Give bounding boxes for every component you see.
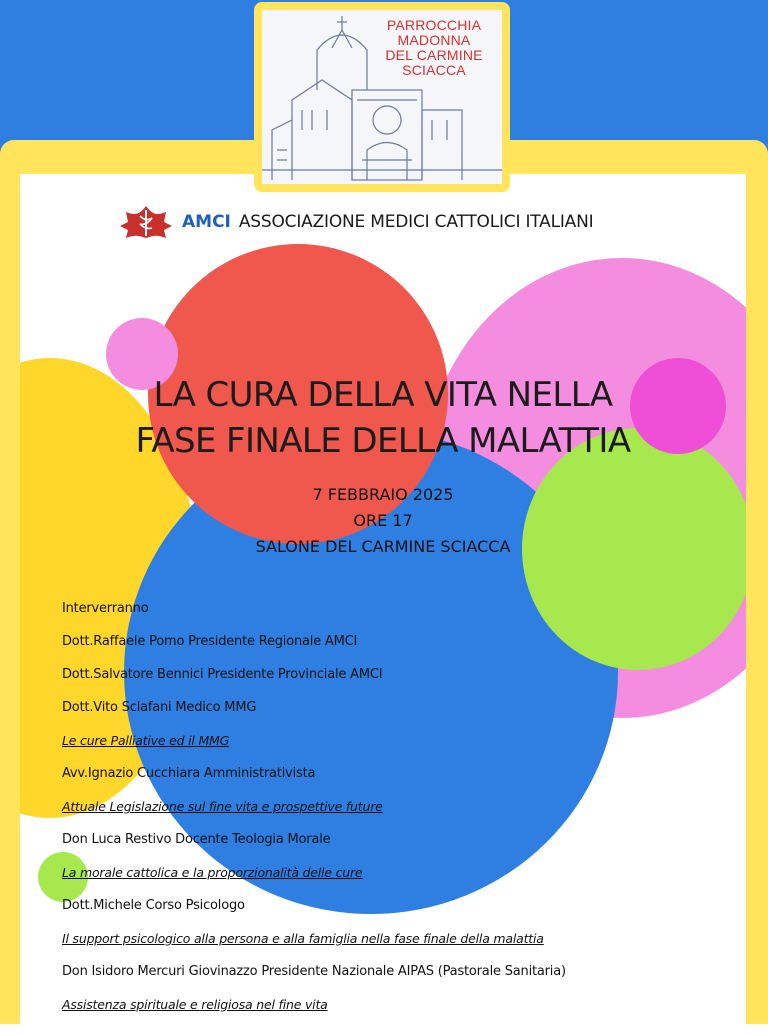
organization-abbreviation: AMCI [182,212,231,232]
event-date: 7 FEBBRAIO 2025 [312,485,454,504]
parish-name [374,18,494,78]
parish-badge [254,2,510,192]
talk-topic: Il support psicologico alla persona e alla famiglia nella fase finale della malattia [62,931,544,946]
talk-topic: Assistenza spirituale e religiosa nel fine vita [62,997,328,1012]
speaker-list [62,592,742,1021]
organization-name: ASSOCIAZIONE MEDICI CATTOLICI ITALIANI [238,212,594,232]
event-time: ORE 17 [353,511,413,530]
event-title-line-2: FASE FINALE DELLA MALATTIA [135,421,631,461]
event-title [20,372,746,464]
speakers-heading: Interverranno [62,601,149,616]
speaker-line: Dott.Michele Corso Psicologo [62,898,245,913]
event-poster [20,174,746,1034]
parish-line-2: MADONNA [397,32,471,48]
speaker-line: Avv.Ignazio Cucchiara Amministrativista [62,766,316,781]
speaker-line: Dott.Salvatore Bennici Presidente Provinciale AMCI [62,667,383,682]
parish-line-4: SCIACCA [402,62,466,78]
talk-topic: La morale cattolica e la proporzionalità delle cure [62,865,363,880]
talk-topic: Le cure Palliative ed il MMG [62,733,230,748]
speaker-line: Dott.Raffaele Pomo Presidente Regionale AMCI [62,634,358,649]
speaker-line: Dott.Vito Sclafani Medico MMG [62,700,257,715]
speaker-line: Don Luca Restivo Docente Teologia Morale [62,832,331,847]
event-venue: SALONE DEL CARMINE SCIACCA [255,537,511,556]
event-title-line-1: LA CURA DELLA VITA NELLA [153,375,613,415]
parish-line-1: PARROCCHIA [386,17,482,33]
organization-header [118,202,593,242]
speaker-line: Don Isidoro Mercuri Giovinazzo Presidente Nazionale AIPAS (Pastorale Sanitaria) [62,964,566,979]
amci-logo-icon [118,204,174,240]
parish-line-3: DEL CARMINE [385,47,483,63]
talk-topic: Attuale Legislazione sul fine vita e prospettive future [62,799,383,814]
parish-badge-inner [262,10,502,184]
